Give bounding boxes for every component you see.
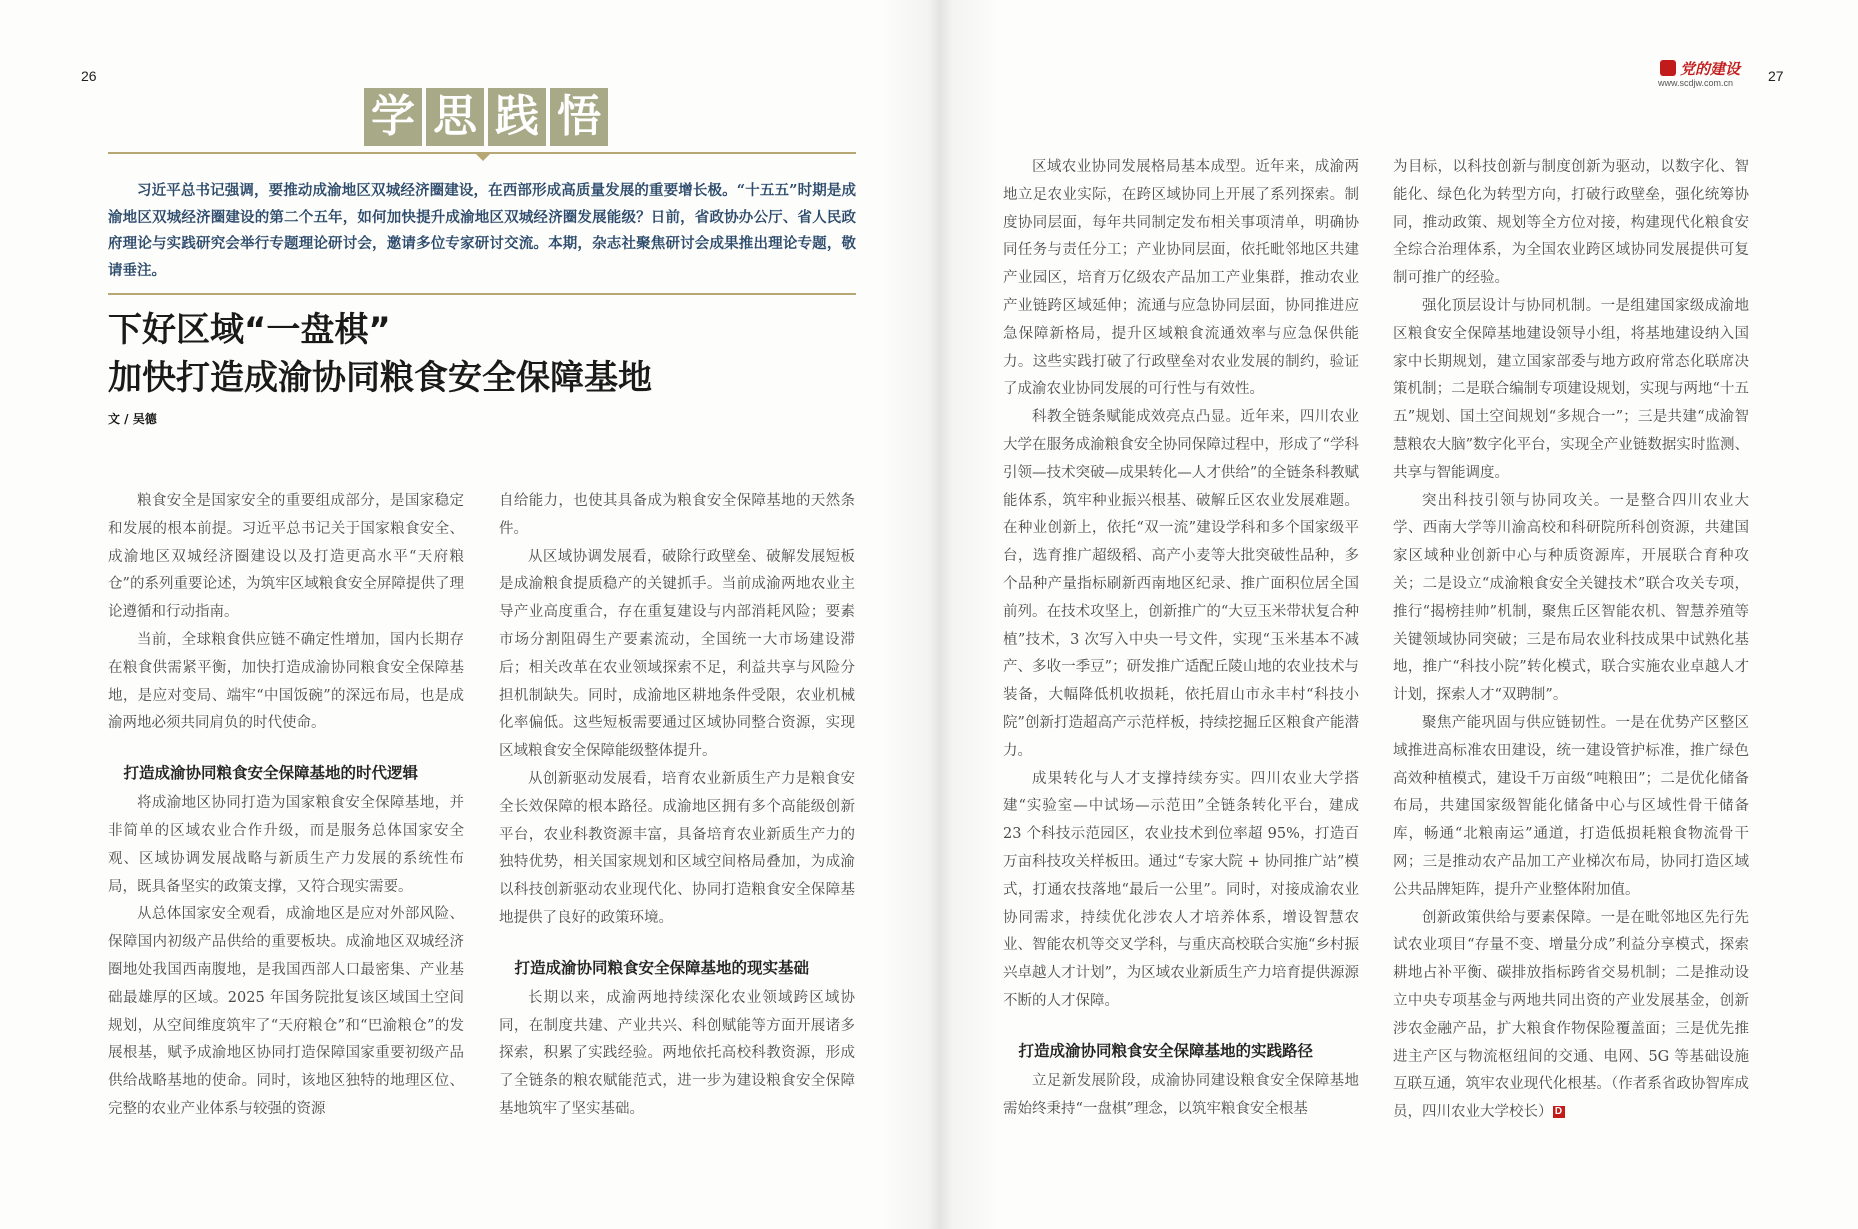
section-heading: 打造成渝协同粮食安全保障基地的时代逻辑 bbox=[123, 764, 419, 783]
column-char: 悟 bbox=[550, 88, 608, 146]
paragraph: 自给能力，也使其具备成为粮食安全保障基地的天然条件。 bbox=[499, 493, 855, 537]
magazine-logo-text: 党的建设 bbox=[1680, 60, 1741, 78]
text-column-2 bbox=[499, 488, 855, 1124]
column-char: 践 bbox=[488, 88, 546, 146]
editor-intro: 习近平总书记强调，要推动成渝地区双城经济圈建设，在西部形成高质量发展的重要增长极。“十五五”时期是成渝地区双城经济圈建设的第二个五年，如何加快提升成渝地区双城经济圈发展能级？日前，省政协办公厅、省人民政府理论与实践研究会举行专题理论研讨会，邀请多位专家研讨交流。本期，杂志社聚焦研讨会成果推出理论专题，敬请垂注。 bbox=[108, 182, 856, 279]
magazine-logo-icon bbox=[1660, 60, 1676, 76]
right-page-number: 27 bbox=[1768, 68, 1784, 84]
article-byline: 文 / 吴德 bbox=[108, 412, 157, 426]
paragraph: 突出科技引领与协同攻关。一是整合四川农业大学、西南大学等川渝高校和科研院所科创资源，共建国家区域种业创新中心与种质资源库，开展联合育种攻关；二是设立“成渝粮食安全关键技术”联合攻关专项，推行“揭榜挂帅”机制，聚焦丘区智能农机、智慧养殖等关键领域协同突破；三是布局农业科技成果中试熟化基地，推广“科技小院”转化模式，联合实施农业卓越人才计划，探索人才“双聘制”。 bbox=[1393, 492, 1749, 704]
text-column-1 bbox=[108, 488, 464, 1124]
paragraph: 从总体国家安全观看，成渝地区是应对外部风险、保障国内初级产品供给的重要板块。成渝地区双城经济圈地处我国西南腹地，是我国西部人口最密集、产业基础最雄厚的区域。2025 年国务院批复该区域国土空间规划，从空间维度筑牢了“天府粮仓”和“巴渝粮仓”的发展根基，赋予成渝地区协同打造保障国家重要初级产品供给战略基地的使命。同时，该地区独特的地理区位、完整的农业产业体系与较强的资源 bbox=[108, 906, 464, 1117]
paragraph: 从区域协调发展看，破除行政壁垒、破解发展短板是成渝粮食提质稳产的关键抓手。当前成渝两地农业主导产业高度重合，存在重复建设与内部消耗风险；要素市场分割阻碍生产要素流动，全国统一大市场建设滞后；相关改革在农业领域探索不足，利益共享与风险分担机制缺失。同时，成渝地区耕地条件受限，农业机械化率偏低。这些短板需要通过区域协同整合资源，实现区域粮食安全保障能级整体提升。 bbox=[499, 548, 855, 760]
column-char: 学 bbox=[364, 88, 422, 146]
paragraph-text: 创新政策供给与要素保障。一是在毗邻地区先行先试农业项目“存量不变、增量分成”利益分享模式，探索耕地占补平衡、碳排放指标跨省交易机制；二是推动设立中央专项基金与两地共同出资的产业发展基金，创新涉农金融产品，扩大粮食作物保险覆盖面；三是优先推进主产区与物流枢纽间的交通、电网、5G 等基础设施互联互通，筑牢农业现代化根基。（作者系省政协智库成员，四川农业大学校长） bbox=[1393, 909, 1749, 1121]
article-title bbox=[108, 306, 868, 402]
text-column-4 bbox=[1393, 154, 1749, 1127]
paragraph: 将成渝地区协同打造为国家粮食安全保障基地，并非简单的区域农业合作升级，而是服务总体国家安全观、区域协调发展战略与新质生产力发展的系统性布局，既具备坚实的政策支撑，又符合现实需要。 bbox=[108, 795, 464, 895]
column-banner bbox=[364, 88, 608, 146]
section-heading: 打造成渝协同粮食安全保障基地的实践路径 bbox=[1018, 1041, 1314, 1060]
paragraph: 区域农业协同发展格局基本成型。近年来，成渝两地立足农业实际，在跨区域协同上开展了系列探索。制度协同层面，每年共同制定发布相关事项清单，明确协同任务与责任分工；产业协同层面，依托毗邻地区共建产业园区，培育万亿级农产品加工产业集群，推动农业产业链跨区域延伸；流通与应急协同层面，协同推进应急保障新格局，提升区域粮食流通效率与应急保供能力。这些实践打破了行政壁垒对农业发展的制约，验证了成渝农业协同发展的可行性与有效性。 bbox=[1003, 159, 1359, 398]
paragraph: 从创新驱动发展看，培育农业新质生产力是粮食安全长效保障的根本路径。成渝地区拥有多个高能级创新平台，农业科教资源丰富，具备培育农业新质生产力的独特优势，相关国家规划和区域空间格局叠加，为成渝以科技创新驱动农业现代化、协同打造粮食安全保障基地提供了良好的政策环境。 bbox=[499, 770, 855, 926]
paragraph: 聚焦产能巩固与供应链韧性。一是在优势产区整区域推进高标准农田建设，统一建设管护标准，推广绿色高效种植模式，建设千万亩级“吨粮田”；二是优化储备布局，共建国家级智能化储备中心与区域性骨干储备库，畅通“北粮南运”通道，打造低损耗粮食物流骨干网；三是推动农产品加工产业梯次布局，协同打造区域公共品牌矩阵，提升产业整体附加值。 bbox=[1393, 714, 1749, 898]
paragraph: 粮食安全是国家安全的重要组成部分，是国家稳定和发展的根本前提。习近平总书记关于国家粮食安全、成渝地区双城经济圈建设以及打造更高水平“天府粮仓”的系列重要论述，为筑牢区域粮食安全屏障提供了理论遵循和行动指南。 bbox=[108, 493, 464, 621]
paragraph: 成果转化与人才支撑持续夯实。四川农业大学搭建“实验室—中试场—示范田”全链条转化平台，建成 23 个科技示范园区，农业技术到位率超 95%，打造百万亩科技攻关样板田。通过“专家大院 + 协同推广站”模式，打通农技落地“最后一公里”。同时，对接成渝农业协同需求，持续优化涉农人才培养体系，增设智慧农业、智能农机等交叉学科，与重庆高校联合实施“乡村振兴卓越人才计划”，为区域农业新质生产力培育提供源源不断的人才保障。 bbox=[1003, 770, 1359, 1009]
banner-notch bbox=[474, 152, 492, 161]
article-title-line: 下好区域“一盘棋” bbox=[108, 310, 391, 350]
column-char: 思 bbox=[426, 88, 484, 146]
end-mark-icon: D bbox=[1553, 1106, 1565, 1118]
paragraph: 立足新发展阶段，成渝协同建设粮食安全保障基地需始终秉持“一盘棋”理念，以筑牢粮食安全根基 bbox=[1003, 1072, 1359, 1117]
paragraph-last bbox=[1393, 905, 1749, 1127]
left-page-number: 26 bbox=[81, 68, 97, 84]
paragraph: 长期以来，成渝两地持续深化农业领域跨区域协同，在制度共建、产业共兴、科创赋能等方面开展诸多探索，积累了实践经验。两地依托高校科教资源，形成了全链条的粮农赋能范式，进一步为建设粮食安全保障基地筑牢了坚实基础。 bbox=[499, 989, 855, 1117]
section-heading: 打造成渝协同粮食安全保障基地的现实基础 bbox=[514, 958, 810, 977]
intro-divider bbox=[108, 293, 856, 295]
paragraph: 为目标，以科技创新与制度创新为驱动，以数字化、智能化、绿色化为转型方向，打破行政壁垒，强化统筹协同，推动政策、规划等全方位对接，构建现代化粮食安全综合治理体系，为全国农业跨区域协同发展提供可复制可推广的经验。 bbox=[1393, 159, 1749, 287]
magazine-url: www.scdjw.com.cn bbox=[1658, 78, 1734, 88]
text-column-3 bbox=[1003, 154, 1359, 1123]
paragraph: 当前，全球粮食供应链不确定性增加，国内长期存在粮食供需紧平衡，加快打造成渝协同粮食安全保障基地，是应对变局、端牢“中国饭碗”的深远布局，也是成渝两地必须共同肩负的时代使命。 bbox=[108, 631, 464, 732]
paragraph: 科教全链条赋能成效亮点凸显。近年来，四川农业大学在服务成渝粮食安全协同保障过程中，形成了“学科引领—技术突破—成果转化—人才供给”的全链条科教赋能体系，筑牢种业振兴根基、破解丘区农业发展难题。在种业创新上，依托“双一流”建设学科和多个国家级平台，选育推广超级稻、高产小麦等大批突破性品种，多个品种产量指标刷新西南地区纪录、推广面积位居全国前列。在技术攻坚上，创新推广的“大豆玉米带状复合种植”技术，3 次写入中央一号文件，实现“玉米基本不减产、多收一季豆”；研发推广适配丘陵山地的农业技术与装备，大幅降低机收损耗，依托眉山市永丰村“科技小院”创新打造超高产示范样板，持续挖掘丘区粮食产能潜力。 bbox=[1003, 409, 1359, 759]
paragraph: 强化顶层设计与协同机制。一是组建国家级成渝地区粮食安全保障基地建设领导小组，将基地建设纳入国家中长期规划，建立国家部委与地方政府常态化联席决策机制；二是联合编制专项建设规划，实现与两地“十五五”规划、国土空间规划“多规合一”；三是共建“成渝智慧粮农大脑”数字化平台，实现全产业链数据实时监测、共享与智能调度。 bbox=[1393, 297, 1749, 481]
article-title-line: 加快打造成渝协同粮食安全保障基地 bbox=[108, 358, 652, 398]
